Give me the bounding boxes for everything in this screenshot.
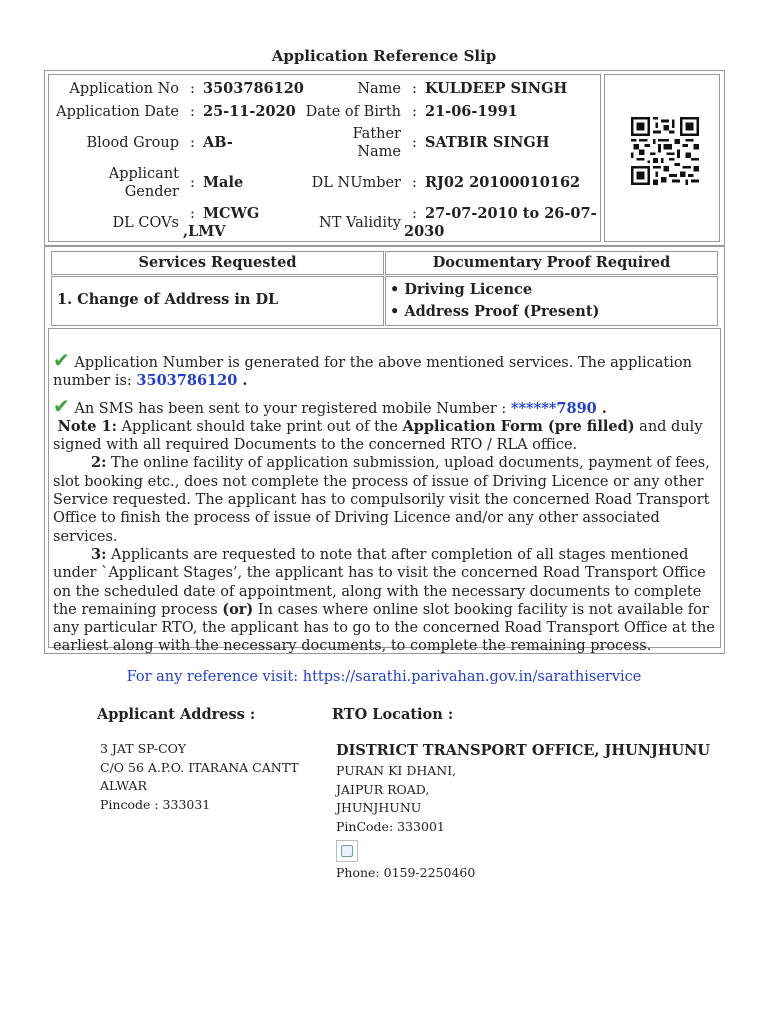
broken-image-icon [336, 840, 358, 862]
application-date-label: Application Date [56, 104, 179, 120]
row-application-no [49, 80, 602, 100]
application-no-label: Application No [69, 81, 179, 97]
notes-panel [48, 328, 721, 655]
notes-content [53, 348, 717, 656]
check-mark-icon: ✔ [53, 393, 70, 418]
nt-validity-label: NT Validity [319, 215, 401, 231]
application-number-link: 3503786120 [136, 372, 238, 390]
qr-code-icon [631, 117, 699, 185]
rto-pincode: PinCode: 333001 [336, 818, 445, 834]
dob-value: 21-06-1991 [425, 103, 518, 120]
check-mark-icon: ✔ [53, 348, 70, 372]
proof-item-driving-licence: • Driving Licence [390, 281, 533, 298]
applicant-info-box [44, 70, 725, 246]
nt-validity-value-2: 2030 [404, 223, 445, 240]
father-label-1: Father [352, 126, 401, 142]
colon: : [412, 135, 417, 151]
colon: : [190, 135, 195, 151]
note-3-label: 3: [91, 545, 107, 563]
dl-covs-value-2: ,LMV [183, 223, 226, 240]
proof-item-address-proof: • Address Proof (Present) [390, 303, 600, 320]
note-1: Note 1: Applicant should take print out of the Application Form (pre filled) and duly signed with all required Documents to the concerned RTO / RLA office. [53, 417, 703, 454]
note-2: 2: The online facility of application submission, upload documents, payment of fees, slot booking etc., does not complete the process of issue of Driving Licence or any other Service requested. The applicant has to compulsorily visit the concerned Road Transport Office to finish the process of issue of Driving Licence and/or any other associated services. [53, 454, 710, 545]
rto-office-name: DISTRICT TRANSPORT OFFICE, JHUNJHUNU [336, 742, 711, 759]
blood-group-label: Blood Group [86, 135, 179, 151]
row-application-date [49, 103, 602, 123]
colon: : [412, 175, 417, 191]
documentary-proof-header: Documentary Proof Required [385, 251, 718, 275]
gender-label-1: Applicant [108, 166, 179, 182]
rto-address-line: PURAN KI DHANI, [336, 763, 457, 778]
service-item: 1. Change of Address in DL [51, 276, 384, 326]
colon: : [190, 104, 195, 120]
dl-covs-label: DL COVs [112, 215, 179, 231]
blood-group-value: AB- [203, 134, 233, 151]
rto-address-line: JHUNJHUNU [336, 800, 422, 815]
reference-link[interactable]: For any reference visit: https://sarathi.parivahan.gov.in/sarathiservice [126, 669, 642, 685]
services-table [48, 249, 721, 329]
message-application-generated: ✔ Application Number is generated for the above mentioned services. The application number is: 3503786120 . [53, 348, 692, 390]
colon: : [412, 81, 417, 97]
gender-label-2: Gender [124, 184, 179, 200]
colon: : [412, 104, 417, 120]
proof-list [385, 276, 718, 326]
colon: : [190, 81, 195, 97]
name-value: KULDEEP SINGH [425, 80, 568, 97]
gender-value: Male [203, 174, 244, 191]
qr-panel [604, 74, 720, 242]
row-gender [49, 165, 602, 203]
application-date-value: 25-11-2020 [203, 103, 296, 120]
dl-number-label: DL NUmber [311, 175, 401, 191]
address-line: ALWAR [100, 778, 147, 793]
dl-number-value: RJ02 20100010162 [425, 174, 581, 191]
nt-validity-value-1: 27-07-2010 to 26-07- [425, 205, 597, 222]
applicant-details-panel [48, 74, 601, 242]
name-label: Name [357, 81, 401, 97]
slip-title: Application Reference Slip [271, 47, 497, 65]
colon: : [412, 206, 417, 222]
row-dl-covs [49, 205, 602, 243]
address-line: 3 JAT SP-COY [100, 741, 187, 756]
father-label-2: Name [357, 144, 401, 160]
application-no-value: 3503786120 [203, 80, 304, 97]
rto-address-line: JAIPUR ROAD, [336, 781, 430, 797]
mobile-number: ******7890 [510, 399, 597, 417]
dob-label: Date of Birth [305, 104, 401, 120]
rto-phone: Phone: 0159-2250460 [336, 865, 476, 880]
note-3: 3: Applicants are requested to note that after completion of all stages mentioned under `Applicant Stages’, the applicant has to visit the concerned Road Transport Office on the scheduled date of appointment, along with the necessary documents to complete the remaining process (or) In cases where online slot booking facility is not available for any particular RTO, the applicant has to go to the concerned Road Transport Office at the earliest along with the necessary documents, to complete the remaining process. [53, 545, 715, 655]
rto-location-heading: RTO Location : [332, 706, 454, 723]
address-pincode: Pincode : 333031 [100, 796, 211, 812]
applicant-address-block [100, 740, 299, 814]
note-2-label: 2: [91, 454, 107, 472]
address-line: C/O 56 A.P.O. ITARANA CANTT [100, 759, 299, 775]
colon: : [190, 175, 195, 191]
row-blood-group [49, 125, 602, 163]
services-requested-header: Services Requested [51, 251, 384, 275]
colon: : [190, 206, 195, 222]
father-value: SATBIR SINGH [425, 134, 550, 151]
applicant-address-heading: Applicant Address : [97, 706, 256, 723]
rto-address-block [336, 762, 456, 836]
note-1-label: Note 1: [57, 417, 117, 435]
dl-covs-value-1: MCWG [203, 205, 260, 222]
message-sms-sent: ✔ An SMS has been sent to your registered mobile Number : ******7890 . [53, 393, 607, 418]
